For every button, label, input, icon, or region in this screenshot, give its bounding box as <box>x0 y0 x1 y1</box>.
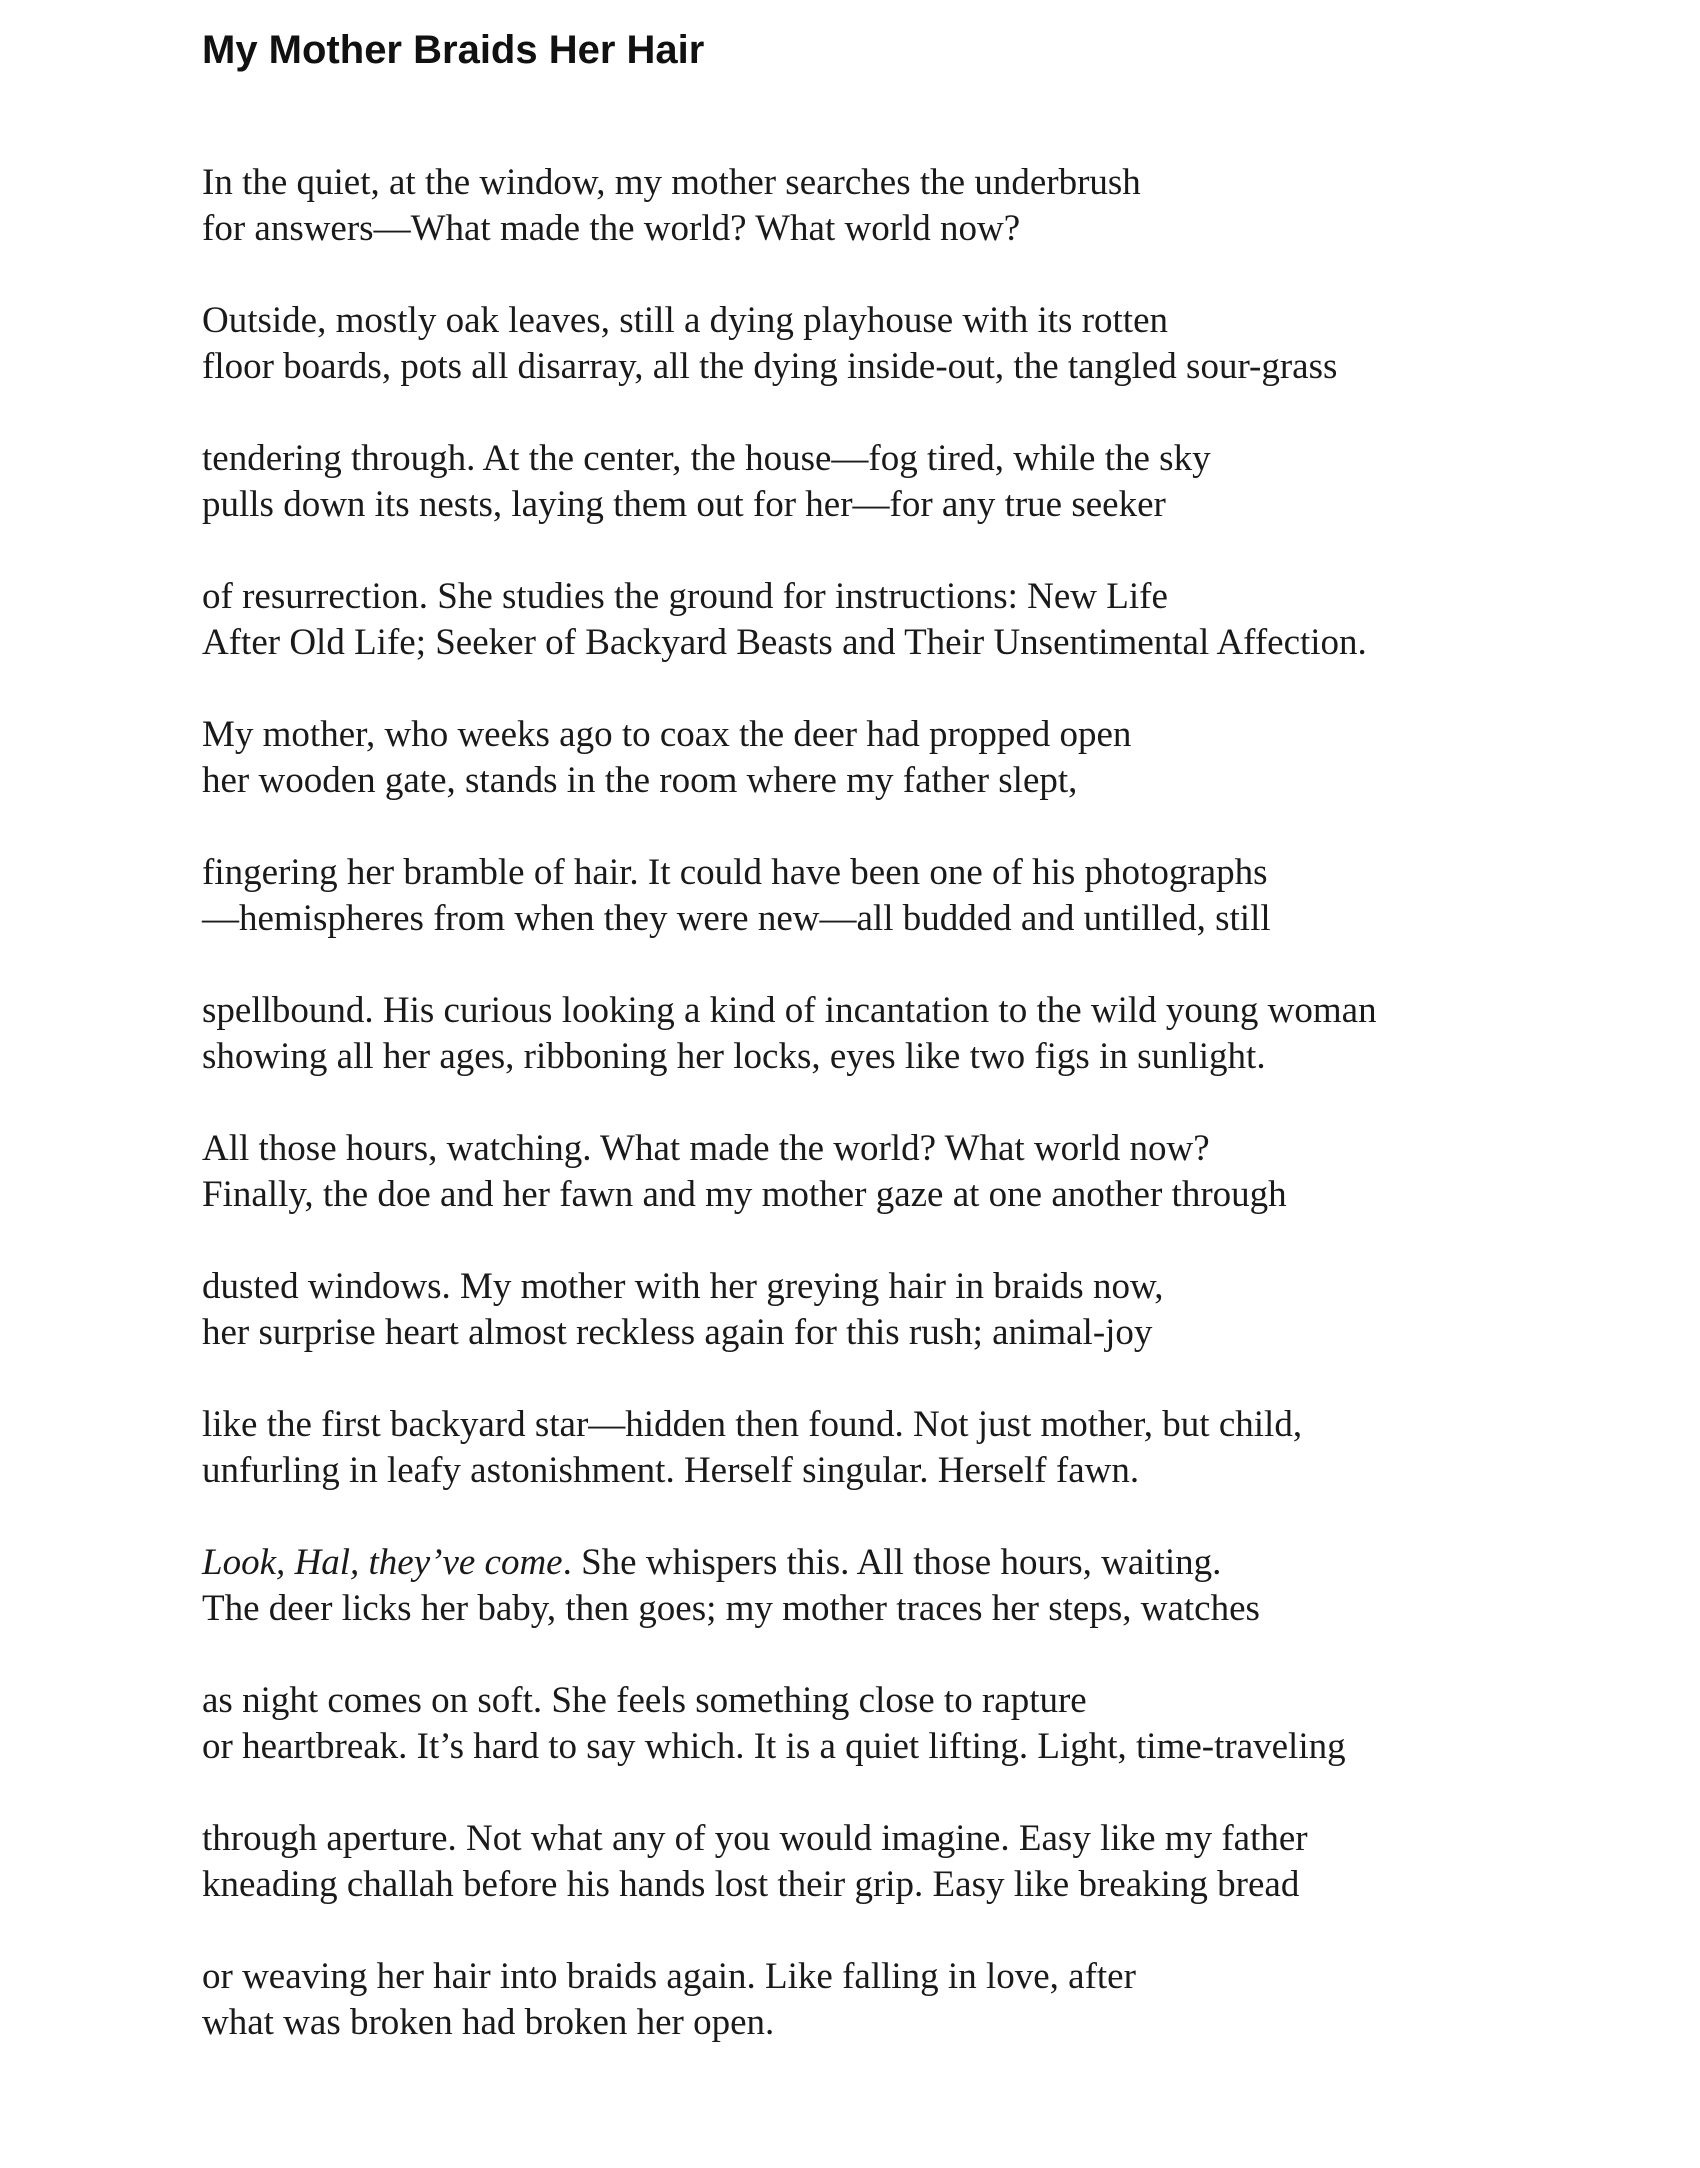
poem-line: The deer licks her baby, then goes; my mother traces her steps, watches <box>202 1588 1260 1629</box>
poem-line: —hemispheres from when they were new—all budded and untilled, still <box>202 898 1271 939</box>
stanza <box>202 298 1602 436</box>
stanza <box>202 574 1602 712</box>
poem-line: unfurling in leafy astonishment. Herself singular. Herself fawn. <box>202 1450 1140 1491</box>
poem-line: of resurrection. She studies the ground for instructions: New Life <box>202 576 1168 617</box>
stanza <box>202 1816 1602 1954</box>
poem-line: or heartbreak. It’s hard to say which. It is a quiet lifting. Light, time-traveling <box>202 1726 1346 1767</box>
poem-line: My mother, who weeks ago to coax the deer had propped open <box>202 714 1132 755</box>
poem-line: In the quiet, at the window, my mother searches the underbrush <box>202 162 1141 203</box>
poem-line: floor boards, pots all disarray, all the dying inside-out, the tangled sour-grass <box>202 346 1338 387</box>
poem-line: Finally, the doe and her fawn and my mother gaze at one another through <box>202 1174 1287 1215</box>
poem-title: My Mother Braids Her Hair <box>202 28 705 72</box>
stanza <box>202 1264 1602 1402</box>
stanza <box>202 988 1602 1126</box>
poem-line: showing all her ages, ribboning her locks, eyes like two figs in sunlight. <box>202 1036 1266 1077</box>
stanza <box>202 1126 1602 1264</box>
poem-line: Outside, mostly oak leaves, still a dying playhouse with its rotten <box>202 300 1168 341</box>
poem-line: tendering through. At the center, the house—fog tired, while the sky <box>202 438 1211 479</box>
poem-line: After Old Life; Seeker of Backyard Beasts and Their Unsentimental Affection. <box>202 622 1367 663</box>
stanza <box>202 1402 1602 1540</box>
poem-body <box>202 160 1602 2092</box>
poem-line: fingering her bramble of hair. It could have been one of his photographs <box>202 852 1268 893</box>
stanza <box>202 1954 1602 2092</box>
stanza <box>202 160 1602 298</box>
poem-line: her wooden gate, stands in the room where my father slept, <box>202 760 1078 801</box>
stanza <box>202 850 1602 988</box>
poem-line: kneading challah before his hands lost their grip. Easy like breaking bread <box>202 1864 1300 1905</box>
stanza <box>202 1678 1602 1816</box>
poem-line: spellbound. His curious looking a kind of incantation to the wild young woman <box>202 990 1377 1031</box>
italic-quote: Look, Hal, they’ve come <box>202 1542 563 1583</box>
poem-line: like the first backyard star—hidden then found. Not just mother, but child, <box>202 1404 1303 1445</box>
poem-line: or weaving her hair into braids again. Like falling in love, after <box>202 1956 1136 1997</box>
poem-line <box>202 1540 1602 1586</box>
poem-line: her surprise heart almost reckless again for this rush; animal-joy <box>202 1312 1153 1353</box>
stanza <box>202 436 1602 574</box>
poem-line: as night comes on soft. She feels something close to rapture <box>202 1680 1087 1721</box>
poem-line: for answers—What made the world? What world now? <box>202 208 1021 249</box>
poem-line-rest: . She whispers this. All those hours, waiting. <box>562 1542 1222 1583</box>
stanza <box>202 712 1602 850</box>
poem-line: All those hours, watching. What made the world? What world now? <box>202 1128 1210 1169</box>
stanza <box>202 1540 1602 1678</box>
poem-line: what was broken had broken her open. <box>202 2002 775 2043</box>
poem-line: pulls down its nests, laying them out for her—for any true seeker <box>202 484 1166 525</box>
poem-line: dusted windows. My mother with her greying hair in braids now, <box>202 1266 1164 1307</box>
poem-line: through aperture. Not what any of you would imagine. Easy like my father <box>202 1818 1308 1859</box>
